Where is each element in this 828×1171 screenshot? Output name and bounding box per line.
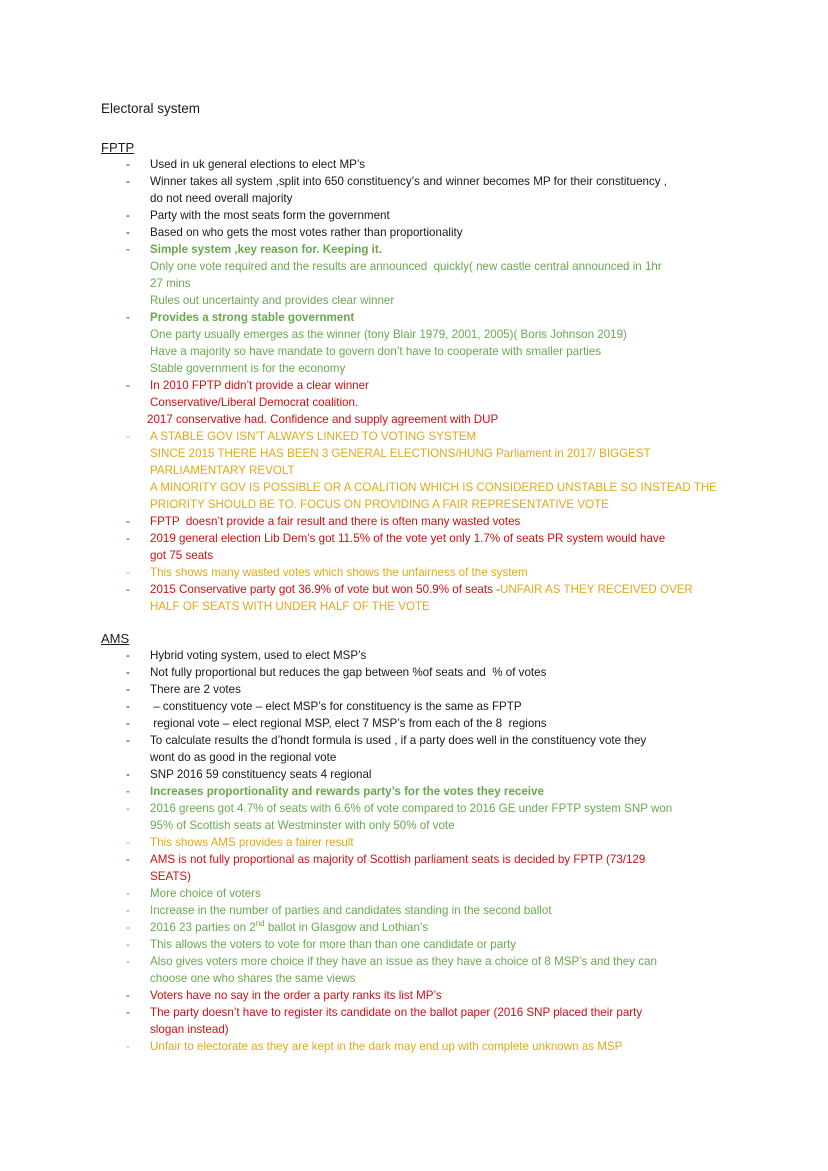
ams-heading: AMS xyxy=(101,631,130,646)
list-item xyxy=(101,241,741,258)
item-text: Rules out uncertainty and provides clear winner xyxy=(150,294,395,307)
list-item-continuation xyxy=(101,292,741,309)
item-text: choose one who shares the same views xyxy=(150,972,356,985)
bullet-dash: - xyxy=(126,1040,130,1053)
item-text: Winner takes all system ,split into 650 constituency’s and winner becomes MP for their constituency , xyxy=(150,175,668,188)
list-item-continuation xyxy=(101,394,741,411)
item-text: Party with the most seats form the government xyxy=(150,209,390,222)
item-text: slogan instead) xyxy=(150,1023,229,1036)
list-item xyxy=(101,681,741,698)
list-item xyxy=(101,800,741,817)
item-text: 2015 Conservative party got 36.9% of vote but won 50.9% of seats - xyxy=(150,583,500,596)
list-item-continuation xyxy=(101,275,741,292)
item-text: Increase in the number of parties and candidates standing in the second ballot xyxy=(150,904,552,917)
item-text: Used in uk general elections to elect MP’s xyxy=(150,158,366,171)
item-text: Only one vote required and the results are announced quickly( new castle central announced in 1hr xyxy=(150,260,662,273)
list-item xyxy=(101,647,741,664)
bullet-dash: - xyxy=(126,853,130,866)
item-text: This shows many wasted votes which shows the unfairness of the system xyxy=(150,566,528,579)
item-text: 2016 greens got 4.7% of seats with 6.6% of vote compared to 2016 GE under FPTP system SNP won xyxy=(150,802,673,815)
item-text: 2019 general election Lib Dem’s got 11.5% of the vote yet only 1.7% of seats PR system would have xyxy=(150,532,666,545)
list-item xyxy=(101,783,741,800)
list-item-continuation xyxy=(101,598,741,615)
list-item-continuation xyxy=(101,496,741,513)
list-item xyxy=(101,173,741,190)
item-text: A MINORITY GOV IS POSSIBLE OR A COALITION WHICH IS CONSIDERED UNSTABLE SO INSTEAD THE xyxy=(150,481,717,494)
item-text: To calculate results the d’hondt formula is used , if a party does well in the constituency vote they xyxy=(150,734,647,747)
item-text: Increases proportionality and rewards party’s for the votes they receive xyxy=(150,785,544,798)
item-text: Provides a strong stable government xyxy=(150,311,355,324)
item-text: Stable government is for the economy xyxy=(150,362,346,375)
list-item xyxy=(101,224,741,241)
bullet-dash: - xyxy=(126,209,130,222)
list-item xyxy=(101,428,741,445)
bullet-dash: - xyxy=(126,379,130,392)
item-text: PARLIAMENTARY REVOLT xyxy=(150,464,295,477)
bullet-dash: - xyxy=(126,226,130,239)
list-item xyxy=(101,766,741,783)
list-item xyxy=(101,564,741,581)
item-text: There are 2 votes xyxy=(150,683,241,696)
list-item xyxy=(101,919,741,936)
item-text: Voters have no say in the order a party ranks its list MP’s xyxy=(150,989,442,1002)
bullet-dash: - xyxy=(126,583,130,596)
bullet-dash: - xyxy=(126,938,130,951)
item-text: SEATS) xyxy=(150,870,192,883)
item-text: 2017 conservative had. Confidence and supply agreement with DUP xyxy=(147,413,499,426)
ams-list xyxy=(101,647,741,1055)
bullet-dash: - xyxy=(126,717,130,730)
bullet-dash: - xyxy=(126,515,130,528)
list-item-continuation xyxy=(101,343,741,360)
item-text: A STABLE GOV ISN’T ALWAYS LINKED TO VOTING SYSTEM xyxy=(150,430,477,443)
fptp-list xyxy=(101,156,741,615)
item-text: Unfair to electorate as they are kept in the dark may end up with complete unknown as MSP xyxy=(150,1040,623,1053)
item-text: wont do as good in the regional vote xyxy=(150,751,337,764)
list-item xyxy=(101,1038,741,1055)
list-item xyxy=(101,732,741,749)
list-item xyxy=(101,1004,741,1021)
bullet-dash: - xyxy=(126,158,130,171)
list-item xyxy=(101,530,741,547)
list-item xyxy=(101,309,741,326)
fptp-heading: FPTP xyxy=(101,140,135,155)
list-item xyxy=(101,698,741,715)
list-item-continuation xyxy=(101,445,741,462)
item-text: 2016 23 parties on 2 xyxy=(150,921,256,934)
item-text: Simple system ,key reason for. Keeping it. xyxy=(150,243,382,256)
list-item xyxy=(101,207,741,224)
item-text: This allows the voters to vote for more than than one candidate or party xyxy=(150,938,517,951)
bullet-dash: - xyxy=(126,430,130,443)
list-item xyxy=(101,513,741,530)
list-item-continuation xyxy=(101,360,741,377)
list-item-continuation xyxy=(101,258,741,275)
list-item xyxy=(101,715,741,732)
item-text-after: ballot in Glasgow and Lothian’s xyxy=(264,921,429,934)
item-text-suffix: UNFAIR AS THEY RECEIVED OVER xyxy=(499,583,693,596)
item-text: 27 mins xyxy=(150,277,191,290)
item-text: – constituency vote – elect MSP’s for constituency is the same as FPTP xyxy=(150,700,522,713)
item-text: More choice of voters xyxy=(150,887,261,900)
bullet-dash: - xyxy=(126,955,130,968)
item-text: 95% of Scottish seats at Westminster with only 50% of vote xyxy=(150,819,455,832)
item-text: Also gives voters more choice if they have an issue as they have a choice of 8 MSP’s and they can xyxy=(150,955,657,968)
bullet-dash: - xyxy=(126,785,130,798)
bullet-dash: - xyxy=(126,802,130,815)
item-text: SNP 2016 59 constituency seats 4 regional xyxy=(150,768,372,781)
item-text: In 2010 FPTP didn’t provide a clear winner xyxy=(150,379,369,392)
item-text: got 75 seats xyxy=(150,549,214,562)
bullet-dash: - xyxy=(126,1006,130,1019)
bullet-dash: - xyxy=(126,666,130,679)
list-item-continuation xyxy=(101,462,741,479)
list-item-continuation xyxy=(98,411,741,428)
bullet-dash: - xyxy=(126,649,130,662)
list-item xyxy=(101,987,741,1004)
bullet-dash: - xyxy=(126,311,130,324)
bullet-dash: - xyxy=(126,683,130,696)
bullet-dash: - xyxy=(126,989,130,1002)
list-item xyxy=(101,377,741,394)
bullet-dash: - xyxy=(126,566,130,579)
bullet-dash: - xyxy=(126,904,130,917)
bullet-dash: - xyxy=(126,921,130,934)
item-text: HALF OF SEATS WITH UNDER HALF OF THE VOTE xyxy=(150,600,430,613)
list-item-continuation xyxy=(101,970,741,987)
bullet-dash: - xyxy=(126,887,130,900)
list-item-continuation xyxy=(101,479,741,496)
item-text: PRIORITY SHOULD BE TO. FOCUS ON PROVIDING A FAIR REPRESENTATIVE VOTE xyxy=(150,498,609,511)
bullet-dash: - xyxy=(126,175,130,188)
item-text: FPTP doesn’t provide a fair result and there is often many wasted votes xyxy=(150,515,521,528)
page-title: Electoral system xyxy=(101,101,201,116)
list-item-continuation xyxy=(101,326,741,343)
list-item xyxy=(101,851,741,868)
list-item-continuation xyxy=(101,547,741,564)
bullet-dash: - xyxy=(126,734,130,747)
list-item xyxy=(101,834,741,851)
list-item xyxy=(101,885,741,902)
list-item-continuation xyxy=(101,817,741,834)
superscript: nd xyxy=(255,919,265,929)
list-item-continuation xyxy=(101,749,741,766)
item-text: This shows AMS provides a fairer result xyxy=(150,836,354,849)
bullet-dash: - xyxy=(126,700,130,713)
bullet-dash: - xyxy=(126,532,130,545)
item-text: do not need overall majority xyxy=(150,192,293,205)
item-text: AMS is not fully proportional as majority of Scottish parliament seats is decided by FPTP (73/129 xyxy=(150,853,646,866)
list-item-continuation xyxy=(101,868,741,885)
list-item-continuation xyxy=(101,190,741,207)
item-text: SINCE 2015 THERE HAS BEEN 3 GENERAL ELECTIONS/HUNG Parliament in 2017/ BIGGEST xyxy=(150,447,651,460)
list-item xyxy=(101,953,741,970)
item-text: regional vote – elect regional MSP, elect 7 MSP’s from each of the 8 regions xyxy=(150,717,547,730)
list-item xyxy=(101,156,741,173)
item-text: The party doesn’t have to register its candidate on the ballot paper (2016 SNP placed their party xyxy=(150,1006,643,1019)
item-text: Have a majority so have mandate to govern don’t have to cooperate with smaller parties xyxy=(150,345,602,358)
bullet-dash: - xyxy=(126,243,130,256)
item-text: Conservative/Liberal Democrat coalition. xyxy=(150,396,359,409)
item-text: Hybrid voting system, used to elect MSP’s xyxy=(150,649,367,662)
list-item xyxy=(101,936,741,953)
item-text: Not fully proportional but reduces the gap between %of seats and % of votes xyxy=(150,666,547,679)
list-item xyxy=(101,664,741,681)
bullet-dash: - xyxy=(126,836,130,849)
list-item xyxy=(101,902,741,919)
item-text: One party usually emerges as the winner (tony Blair 1979, 2001, 2005)( Boris Johnson 2019) xyxy=(150,328,627,341)
bullet-dash: - xyxy=(126,768,130,781)
list-item xyxy=(101,581,741,598)
list-item-continuation xyxy=(101,1021,741,1038)
item-text: Based on who gets the most votes rather than proportionality xyxy=(150,226,463,239)
